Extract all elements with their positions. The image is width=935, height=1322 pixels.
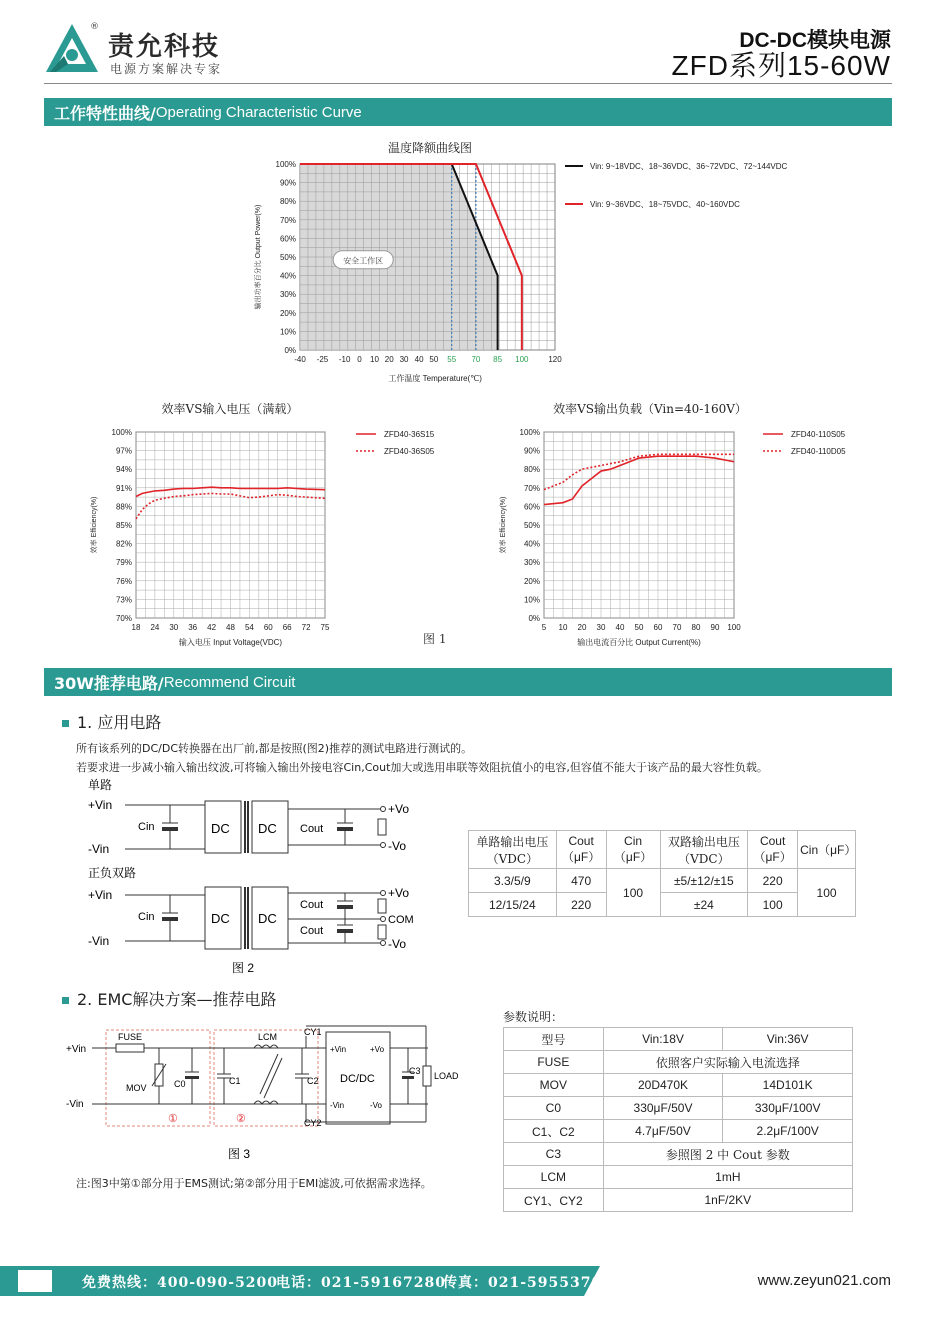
dcdc-label: DC/DC <box>340 1073 375 1085</box>
vin-plus-label: +Vin <box>66 1044 87 1055</box>
section-title-en: Operating Characteristic Curve <box>155 103 362 121</box>
cap-table-cell: 100 <box>748 893 798 917</box>
y-tick-label: 79% <box>115 558 132 568</box>
y-tick-label: 100% <box>111 428 132 437</box>
product-title: DC-DC模块电源 <box>739 29 891 52</box>
vin-minus-label: -Vin <box>330 1101 345 1110</box>
x-tick-label: 70 <box>672 623 682 632</box>
registered-mark: ® <box>90 22 99 32</box>
app-circuit-heading-text: 1. 应用电路 <box>77 713 162 732</box>
y-tick-label: 91% <box>115 483 132 493</box>
fig2-circuits <box>80 775 440 975</box>
y-tick-label: 97% <box>115 446 132 456</box>
section-title-zh: 30W推荐电路/ <box>54 673 164 693</box>
vin-plus-label: +Vin <box>88 888 113 902</box>
dc-label: DC <box>211 911 230 926</box>
legend-label: ZFD40-110S05 <box>791 430 846 439</box>
footer-phone: 电话：021-59167280 <box>276 1275 446 1291</box>
derating-chart-title: 温度降额曲线图 <box>387 141 472 155</box>
part2-label: ② <box>236 1113 246 1125</box>
param-value: 14D101K <box>723 1074 853 1097</box>
fig2-caption: 图 2 <box>232 961 255 975</box>
x-tick-label: 30 <box>596 623 606 632</box>
cap-table-header: 双路输出电压（VDC） <box>660 831 748 869</box>
cap-table-cell: 470 <box>556 869 606 893</box>
x-tick-label: 30 <box>169 623 179 632</box>
param-value: 参照图 2 中 Cout 参数 <box>603 1143 852 1166</box>
vo-plus-label: +Vo <box>388 886 410 900</box>
x-tick-label: 30 <box>399 355 409 364</box>
x-tick-label: 70 <box>471 355 481 364</box>
x-tick-label: 5 <box>541 623 547 632</box>
app-para-1: 所有该系列的DC/DC转换器在出厂前,都是按照(图2)推荐的测试电路进行测试的。 <box>76 742 473 755</box>
legend-label: Vin: 9~36VDC、18~75VDC、40~160VDC <box>590 200 740 209</box>
y-tick-label: 70% <box>523 483 540 493</box>
brand-slogan: 电源方案解决专家 <box>110 62 223 76</box>
x-tick-label: 40 <box>615 623 625 632</box>
cout-label: Cout <box>300 823 324 835</box>
x-axis-label: 输入电压 Input Voltage(VDC) <box>178 638 283 647</box>
cin-label: Cin <box>138 911 155 923</box>
vin-plus-label: +Vin <box>330 1045 347 1054</box>
dc-label: DC <box>258 911 277 926</box>
emc-heading-text: 2. EMC解决方案—推荐电路 <box>77 990 277 1009</box>
y-axis-label: 输出功率百分比 Output Power(%) <box>255 204 262 310</box>
section-title-zh: 工作特性曲线/ <box>54 103 156 123</box>
vin-minus-label: -Vin <box>66 1099 84 1110</box>
emc-circuit <box>64 1018 474 1163</box>
x-tick-label: -10 <box>338 355 351 364</box>
derating-chart <box>250 152 850 392</box>
x-axis-label: 工作温度 Temperature(℃) <box>388 374 482 383</box>
legend-label: Vin: 9~18VDC、18~36VDC、36~72VDC、72~144VDC <box>590 162 788 171</box>
legend-label: ZFD40-36S15 <box>384 430 435 439</box>
param-value: 330μF/50V <box>603 1097 723 1120</box>
c3-label: C3 <box>409 1066 421 1076</box>
param-name: MOV <box>504 1074 604 1097</box>
param-name: FUSE <box>504 1051 604 1074</box>
cap-table-wrap <box>468 830 856 917</box>
com-label: COM <box>388 914 414 926</box>
param-value: 20D470K <box>603 1074 723 1097</box>
cout-label: Cout <box>300 925 324 937</box>
emc-heading <box>62 987 276 1010</box>
c1-label: C1 <box>229 1076 241 1086</box>
cap-table-cell: 100 <box>798 869 856 917</box>
cap-table-cell: 12/15/24 <box>469 893 557 917</box>
x-tick-label: 90 <box>710 623 720 632</box>
cap-table-cell: 220 <box>748 869 798 893</box>
x-tick-label: 120 <box>548 355 562 364</box>
cap-table-cell: 220 <box>556 893 606 917</box>
param-name: CY1、CY2 <box>504 1189 604 1212</box>
cap-table <box>468 830 856 917</box>
footer-website[interactable]: www.zeyun021.com <box>757 1272 891 1289</box>
y-tick-label: 30% <box>279 290 296 300</box>
x-tick-label: 75 <box>320 623 330 632</box>
cin-label: Cin <box>138 821 155 833</box>
y-tick-label: 70% <box>115 614 132 623</box>
param-name: C0 <box>504 1097 604 1120</box>
param-name: C1、C2 <box>504 1120 604 1143</box>
load-label: LOAD <box>434 1071 459 1081</box>
eff-load-chart-title: 效率VS输出负载（Vin=40-160V） <box>553 402 747 416</box>
y-tick-label: 60% <box>279 234 296 244</box>
param-value: 2.2μF/100V <box>723 1120 853 1143</box>
cy1-label: CY1 <box>304 1027 322 1037</box>
x-tick-label: 40 <box>414 355 424 364</box>
y-tick-label: 100% <box>519 428 540 437</box>
y-tick-label: 0% <box>284 346 296 355</box>
y-tick-label: 30% <box>523 558 540 568</box>
x-tick-label: 48 <box>226 623 235 632</box>
x-tick-label: 36 <box>188 623 198 632</box>
param-value: 1nF/2KV <box>603 1189 852 1212</box>
param-value: 1mH <box>603 1166 852 1189</box>
param-name: C3 <box>504 1143 604 1166</box>
legend-label: ZFD40-36S05 <box>384 447 435 456</box>
y-tick-label: 50% <box>279 253 296 262</box>
y-tick-label: 100% <box>275 160 296 169</box>
eff-vin-chart-title: 效率VS输入电压（满载） <box>161 402 299 416</box>
x-tick-label: 42 <box>207 623 217 632</box>
x-tick-label: 50 <box>429 355 439 364</box>
x-tick-label: 20 <box>577 623 587 632</box>
x-tick-label: 66 <box>282 623 292 632</box>
y-tick-label: 70% <box>279 215 296 225</box>
param-value: 330μF/100V <box>723 1097 853 1120</box>
x-tick-label: 18 <box>131 623 141 632</box>
y-tick-label: 80% <box>279 197 296 207</box>
y-tick-label: 10% <box>523 595 540 605</box>
x-tick-label: 60 <box>263 623 273 632</box>
eff-vin-chart <box>86 420 466 655</box>
cap-table-cell: 3.3/5/9 <box>469 869 557 893</box>
footer-fax: 传真：021-59553702 <box>443 1275 613 1291</box>
x-tick-label: 0 <box>357 355 362 364</box>
dc-label: DC <box>211 821 230 836</box>
lcm-label: LCM <box>258 1032 278 1042</box>
param-table-wrap <box>503 1027 853 1212</box>
y-tick-label: 85% <box>115 521 132 530</box>
param-table <box>503 1027 853 1212</box>
vo-minus-label: -Vo <box>370 1101 383 1110</box>
cap-table-header: 单路输出电压（VDC） <box>469 831 557 869</box>
y-tick-label: 73% <box>115 595 132 605</box>
x-tick-label: 55 <box>447 355 457 364</box>
y-tick-label: 90% <box>279 178 296 188</box>
param-header: Vin:18V <box>603 1028 723 1051</box>
dc-label: DC <box>258 821 277 836</box>
x-tick-label: 100 <box>727 623 741 632</box>
mov-label: MOV <box>126 1083 147 1093</box>
x-tick-label: 54 <box>244 623 254 632</box>
param-value: 依照客户实际输入电流选择 <box>603 1051 852 1074</box>
app-circuit-heading <box>62 710 161 733</box>
footer-hotline: 免费热线：400-090-5200 <box>82 1275 279 1291</box>
app-para-2: 若要求进一步减小输入输出纹波,可将输入输出外接电容Cin,Cout加大或选用串联等效阻抗值小的电容,但容值不能大于该产品的最大容性负载。 <box>76 761 768 774</box>
cout-label: Cout <box>300 899 324 911</box>
y-axis-label: 效率 Efficiency(%) <box>500 496 507 554</box>
vo-plus-label: +Vo <box>370 1045 385 1054</box>
x-tick-label: 24 <box>150 623 160 632</box>
part1-label: ① <box>168 1113 178 1125</box>
x-tick-label: 72 <box>301 623 311 632</box>
eff-load-chart <box>495 420 895 655</box>
section-bar-circuit <box>44 668 892 696</box>
cy2-label: CY2 <box>304 1118 322 1128</box>
y-tick-label: 20% <box>279 308 296 318</box>
y-tick-label: 76% <box>115 576 132 586</box>
param-header: 型号 <box>504 1028 604 1051</box>
x-tick-label: 50 <box>634 623 644 632</box>
vin-minus-label: -Vin <box>88 842 110 856</box>
cap-table-cell: ±24 <box>660 893 748 917</box>
param-header: Vin:36V <box>723 1028 853 1051</box>
x-tick-label: 20 <box>384 355 394 364</box>
fuse-label: FUSE <box>118 1032 143 1042</box>
y-tick-label: 40% <box>523 539 540 549</box>
vin-plus-label: +Vin <box>88 798 113 812</box>
param-name: LCM <box>504 1166 604 1189</box>
y-tick-label: 60% <box>523 502 540 512</box>
x-tick-label: 80 <box>691 623 701 632</box>
param-table-title: 参数说明： <box>503 1010 564 1024</box>
x-tick-label: -40 <box>294 355 306 364</box>
brand-name: 责允科技 <box>108 32 221 62</box>
bullet-icon <box>62 997 69 1004</box>
vo-minus-label: -Vo <box>388 937 407 951</box>
fig1-caption: 图 1 <box>423 632 447 646</box>
y-tick-label: 10% <box>279 327 296 337</box>
vo-plus-label: +Vo <box>388 802 410 816</box>
legend-label: ZFD40-110D05 <box>791 447 846 456</box>
y-tick-label: 50% <box>523 521 540 530</box>
x-tick-label: 10 <box>558 623 568 632</box>
single-label: 单路 <box>88 778 113 792</box>
section-bar-curves <box>44 98 892 126</box>
y-tick-label: 80% <box>523 465 540 475</box>
y-tick-label: 82% <box>115 539 132 549</box>
cap-table-header: Cout（μF） <box>748 831 798 869</box>
x-tick-label: 85 <box>493 355 503 364</box>
dual-label: 正负双路 <box>88 866 137 880</box>
y-tick-label: 20% <box>523 576 540 586</box>
cap-table-cell: 100 <box>606 869 660 917</box>
c0-label: C0 <box>174 1079 186 1089</box>
safe-zone-label: 安全工作区 <box>343 256 384 266</box>
emc-note: 注:图3中第①部分用于EMS测试;第②部分用于EMI滤波,可依据需求选择。 <box>76 1177 432 1190</box>
x-axis-label: 输出电流百分比 Output Current(%) <box>577 638 701 647</box>
x-tick-label: -25 <box>316 355 329 364</box>
y-tick-label: 94% <box>115 465 132 475</box>
x-tick-label: 60 <box>653 623 663 632</box>
param-value: 4.7μF/50V <box>603 1120 723 1143</box>
series-title: ZFD系列15-60W <box>671 50 891 81</box>
vin-minus-label: -Vin <box>88 934 110 948</box>
x-tick-label: 100 <box>515 355 529 364</box>
cap-table-header: Cout（μF） <box>556 831 606 869</box>
cap-table-cell: ±5/±12/±15 <box>660 869 748 893</box>
header-divider <box>44 83 892 84</box>
y-tick-label: 90% <box>523 446 540 456</box>
y-tick-label: 88% <box>115 502 132 512</box>
vo-minus-label: -Vo <box>388 839 407 853</box>
y-axis-label: 效率 Efficiency(%) <box>91 496 98 554</box>
bullet-icon <box>62 720 69 727</box>
section-title-en: Recommend Circuit <box>163 673 296 691</box>
fig3-caption: 图 3 <box>228 1147 251 1161</box>
x-tick-label: 10 <box>370 355 379 364</box>
cap-table-header: Cin（μF） <box>606 831 660 869</box>
cap-table-header: Cin（μF） <box>798 831 856 869</box>
y-tick-label: 40% <box>279 271 296 281</box>
y-tick-label: 0% <box>528 614 540 623</box>
c2-label: C2 <box>307 1076 319 1086</box>
